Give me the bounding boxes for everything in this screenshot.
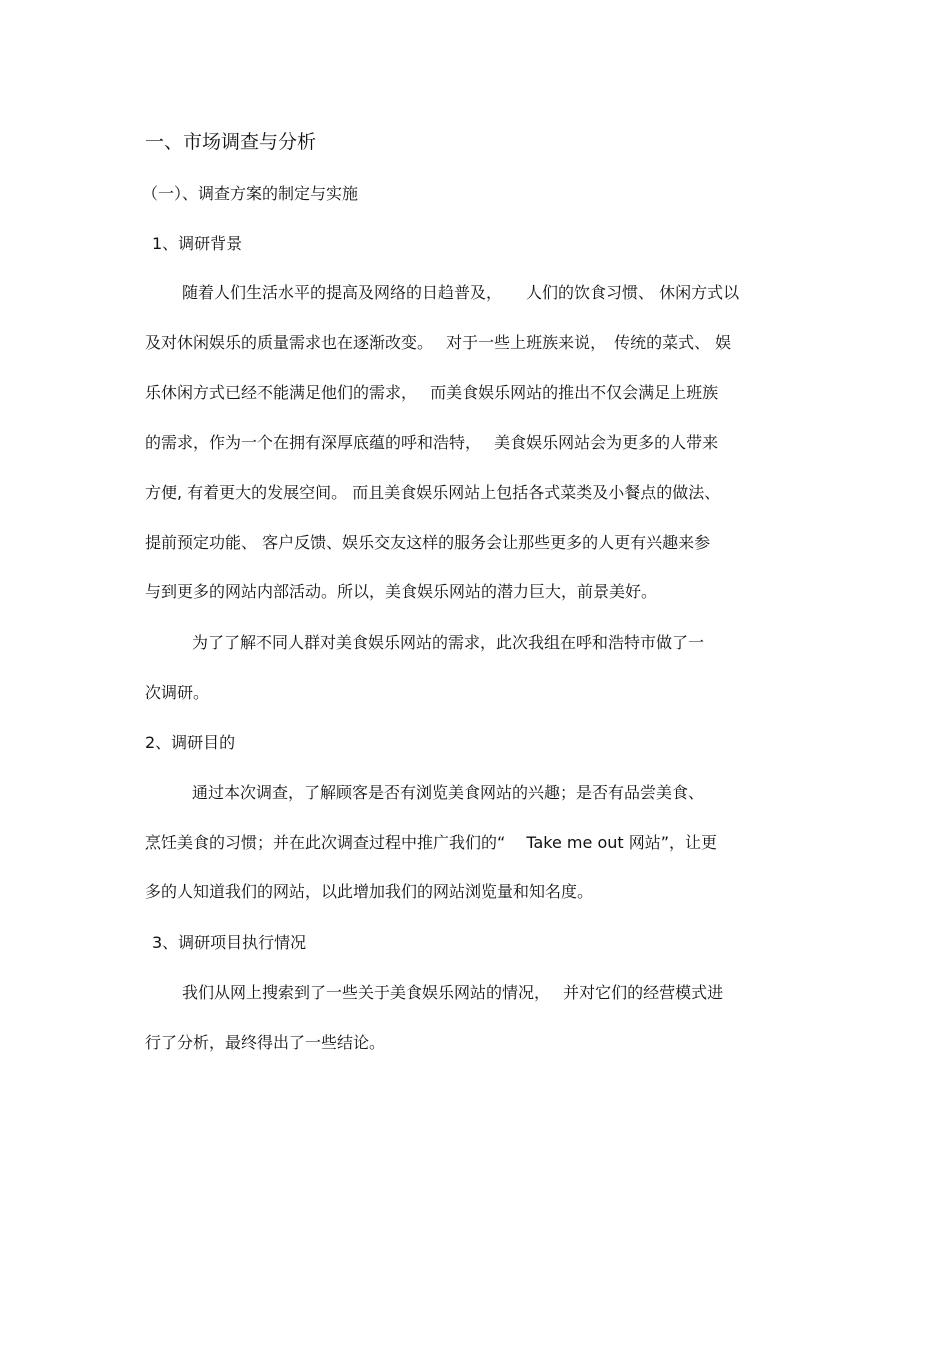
- section-title: 一、市场调查与分析: [145, 131, 317, 153]
- paragraph-line: 及对休闲娱乐的质量需求也在逐渐改变。 对于一些上班族来说， 传统的菜式、 娱: [145, 333, 732, 352]
- paragraph-line: 多的人知道我们的网站，以此增加我们的网站浏览量和知名度。: [145, 882, 594, 901]
- paragraph-line: 行了分析，最终得出了一些结论。: [145, 1033, 386, 1052]
- paragraph-line: 烹饪美食的习惯；并在此次调查过程中推广我们的“ Take me out 网站”，让更: [145, 833, 718, 852]
- paragraph-line: 方便, 有着更大的发展空间。 而且美食娱乐网站上包括各式菜类及小餐点的做法、: [145, 483, 721, 502]
- paragraph-line: 提前预定功能、 客户反馈、娱乐交友这样的服务会让那些更多的人更有兴趣来参: [145, 533, 711, 552]
- paragraph-line: 通过本次调查，了解顾客是否有浏览美食网站的兴趣；是否有品尝美食、: [192, 783, 705, 802]
- item-heading-execution: 3、调研项目执行情况: [152, 933, 307, 952]
- paragraph-line: 的需求，作为一个在拥有深厚底蕴的呼和浩特， 美食娱乐网站会为更多的人带来: [145, 433, 719, 452]
- paragraph-line: 乐休闲方式已经不能满足他们的需求， 而美食娱乐网站的推出不仅会满足上班族: [145, 383, 719, 402]
- paragraph-line: 与到更多的网站内部活动。所以，美食娱乐网站的潜力巨大，前景美好。: [145, 582, 658, 601]
- subsection-title: （一）、调查方案的制定与实施: [142, 184, 359, 203]
- paragraph-line: 我们从网上搜索到了一些关于美食娱乐网站的情况， 并对它们的经营模式进: [182, 983, 724, 1002]
- item-heading-purpose: 2、调研目的: [145, 733, 236, 752]
- item-heading-background: 1、调研背景: [152, 234, 243, 253]
- paragraph-line: 随着人们生活水平的提高及网络的日趋普及， 人们的饮食习惯、 休闲方式以: [182, 283, 740, 302]
- paragraph-line: 次调研。: [145, 683, 210, 702]
- paragraph-line: 为了了解不同人群对美食娱乐网站的需求，此次我组在呼和浩特市做了一: [192, 633, 705, 652]
